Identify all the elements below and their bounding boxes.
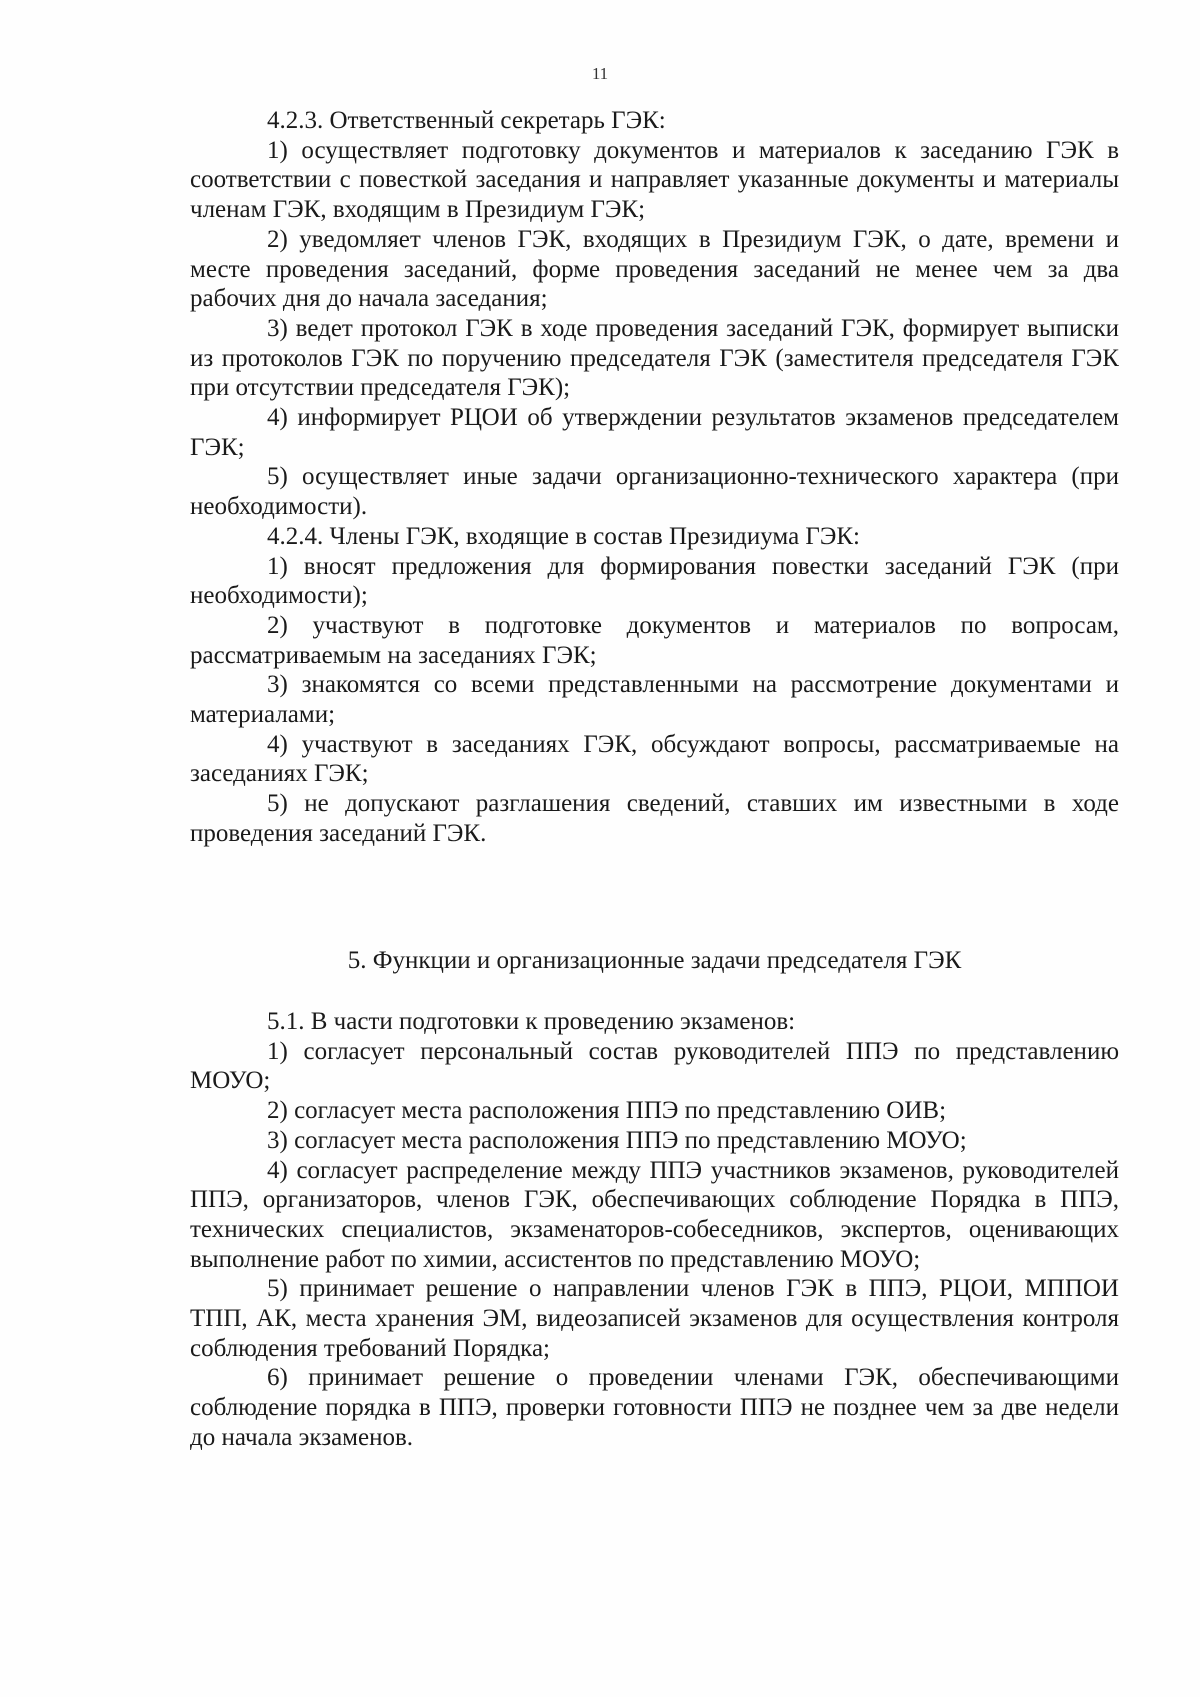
section-5-block [190,1007,1119,1453]
paragraph: 2) уведомляет членов ГЭК, входящих в Президиум ГЭК, о дате, времени и месте проведения заседаний, форме проведения заседаний не менее чем за два рабочих дня до начала заседания; [190,225,1119,313]
paragraph: 4) участвуют в заседаниях ГЭК, обсуждают вопросы, рассматриваемые на заседаниях ГЭК; [190,730,1119,788]
section-5-heading: 5. Функции и организационные задачи председателя ГЭК [347,947,962,974]
paragraph: 1) согласует персональный состав руководителей ППЭ по представлению МОУО; [190,1037,1119,1095]
paragraph: 5) принимает решение о направлении членов ГЭК в ППЭ, РЦОИ, МППОИ ТПП, АК, места хранения ЭМ, видеозаписей экзаменов для осуществления контроля соблюдения требований Порядка; [190,1275,1119,1362]
paragraph: 3) знакомятся со всеми представленными на рассмотрение документами и материалами; [190,671,1119,729]
paragraph: 5) осуществляет иные задачи организационно-технического характера (при необходимости). [190,463,1119,521]
paragraph: 2) участвуют в подготовке документов и материалов по вопросам, рассматриваемым на заседаниях ГЭК; [190,611,1119,669]
clause-5-1-heading: 5.1. В части подготовки к проведению экзаменов: [267,1008,796,1035]
paragraph: 5) не допускают разглашения сведений, ставших им известными в ходе проведения заседаний ГЭК. [190,790,1119,847]
paragraph: 4) согласует распределение между ППЭ участников экзаменов, руководителей ППЭ, организаторов, членов ГЭК, обеспечивающих соблюдение Порядка в ППЭ, технических специалистов, экзаменаторов-собеседников, экспертов, оценивающих выполнение работ по химии, ассистентов по представлению МОУО; [190,1156,1119,1273]
paragraph: 1) вносят предложения для формирования повестки заседаний ГЭК (при необходимости); [190,552,1119,610]
section-4-block [190,106,1119,849]
paragraph: 4) информирует РЦОИ об утверждении результатов экзаменов председателем ГЭК; [190,404,1119,461]
paragraph: 3) ведет протокол ГЭК в ходе проведения заседаний ГЭК, формирует выписки из протоколов ГЭК по поручению председателя ГЭК (заместителя председателя ГЭК при отсутствии председателя ГЭК); [190,314,1119,402]
page-number: 11 [591,64,609,83]
paragraph: 3) согласует места расположения ППЭ по представлению МОУО; [267,1126,967,1154]
clause-4-2-3-heading: 4.2.3. Ответственный секретарь ГЭК: [267,107,666,134]
paragraph: 2) согласует места расположения ППЭ по представлению ОИВ; [267,1097,947,1125]
paragraph: 6) принимает решение о проведении членами ГЭК, обеспечивающими соблюдение порядка в ППЭ, проверки готовности ППЭ не позднее чем за две недели до начала экзаменов. [190,1364,1119,1451]
paragraph: 1) осуществляет подготовку документов и материалов к заседанию ГЭК в соответствии с повесткой заседания и направляет указанные документы и материалы членам ГЭК, входящим в Президиум ГЭК; [190,136,1119,224]
clause-4-2-4-heading: 4.2.4. Члены ГЭК, входящие в состав Президиума ГЭК: [267,522,861,550]
